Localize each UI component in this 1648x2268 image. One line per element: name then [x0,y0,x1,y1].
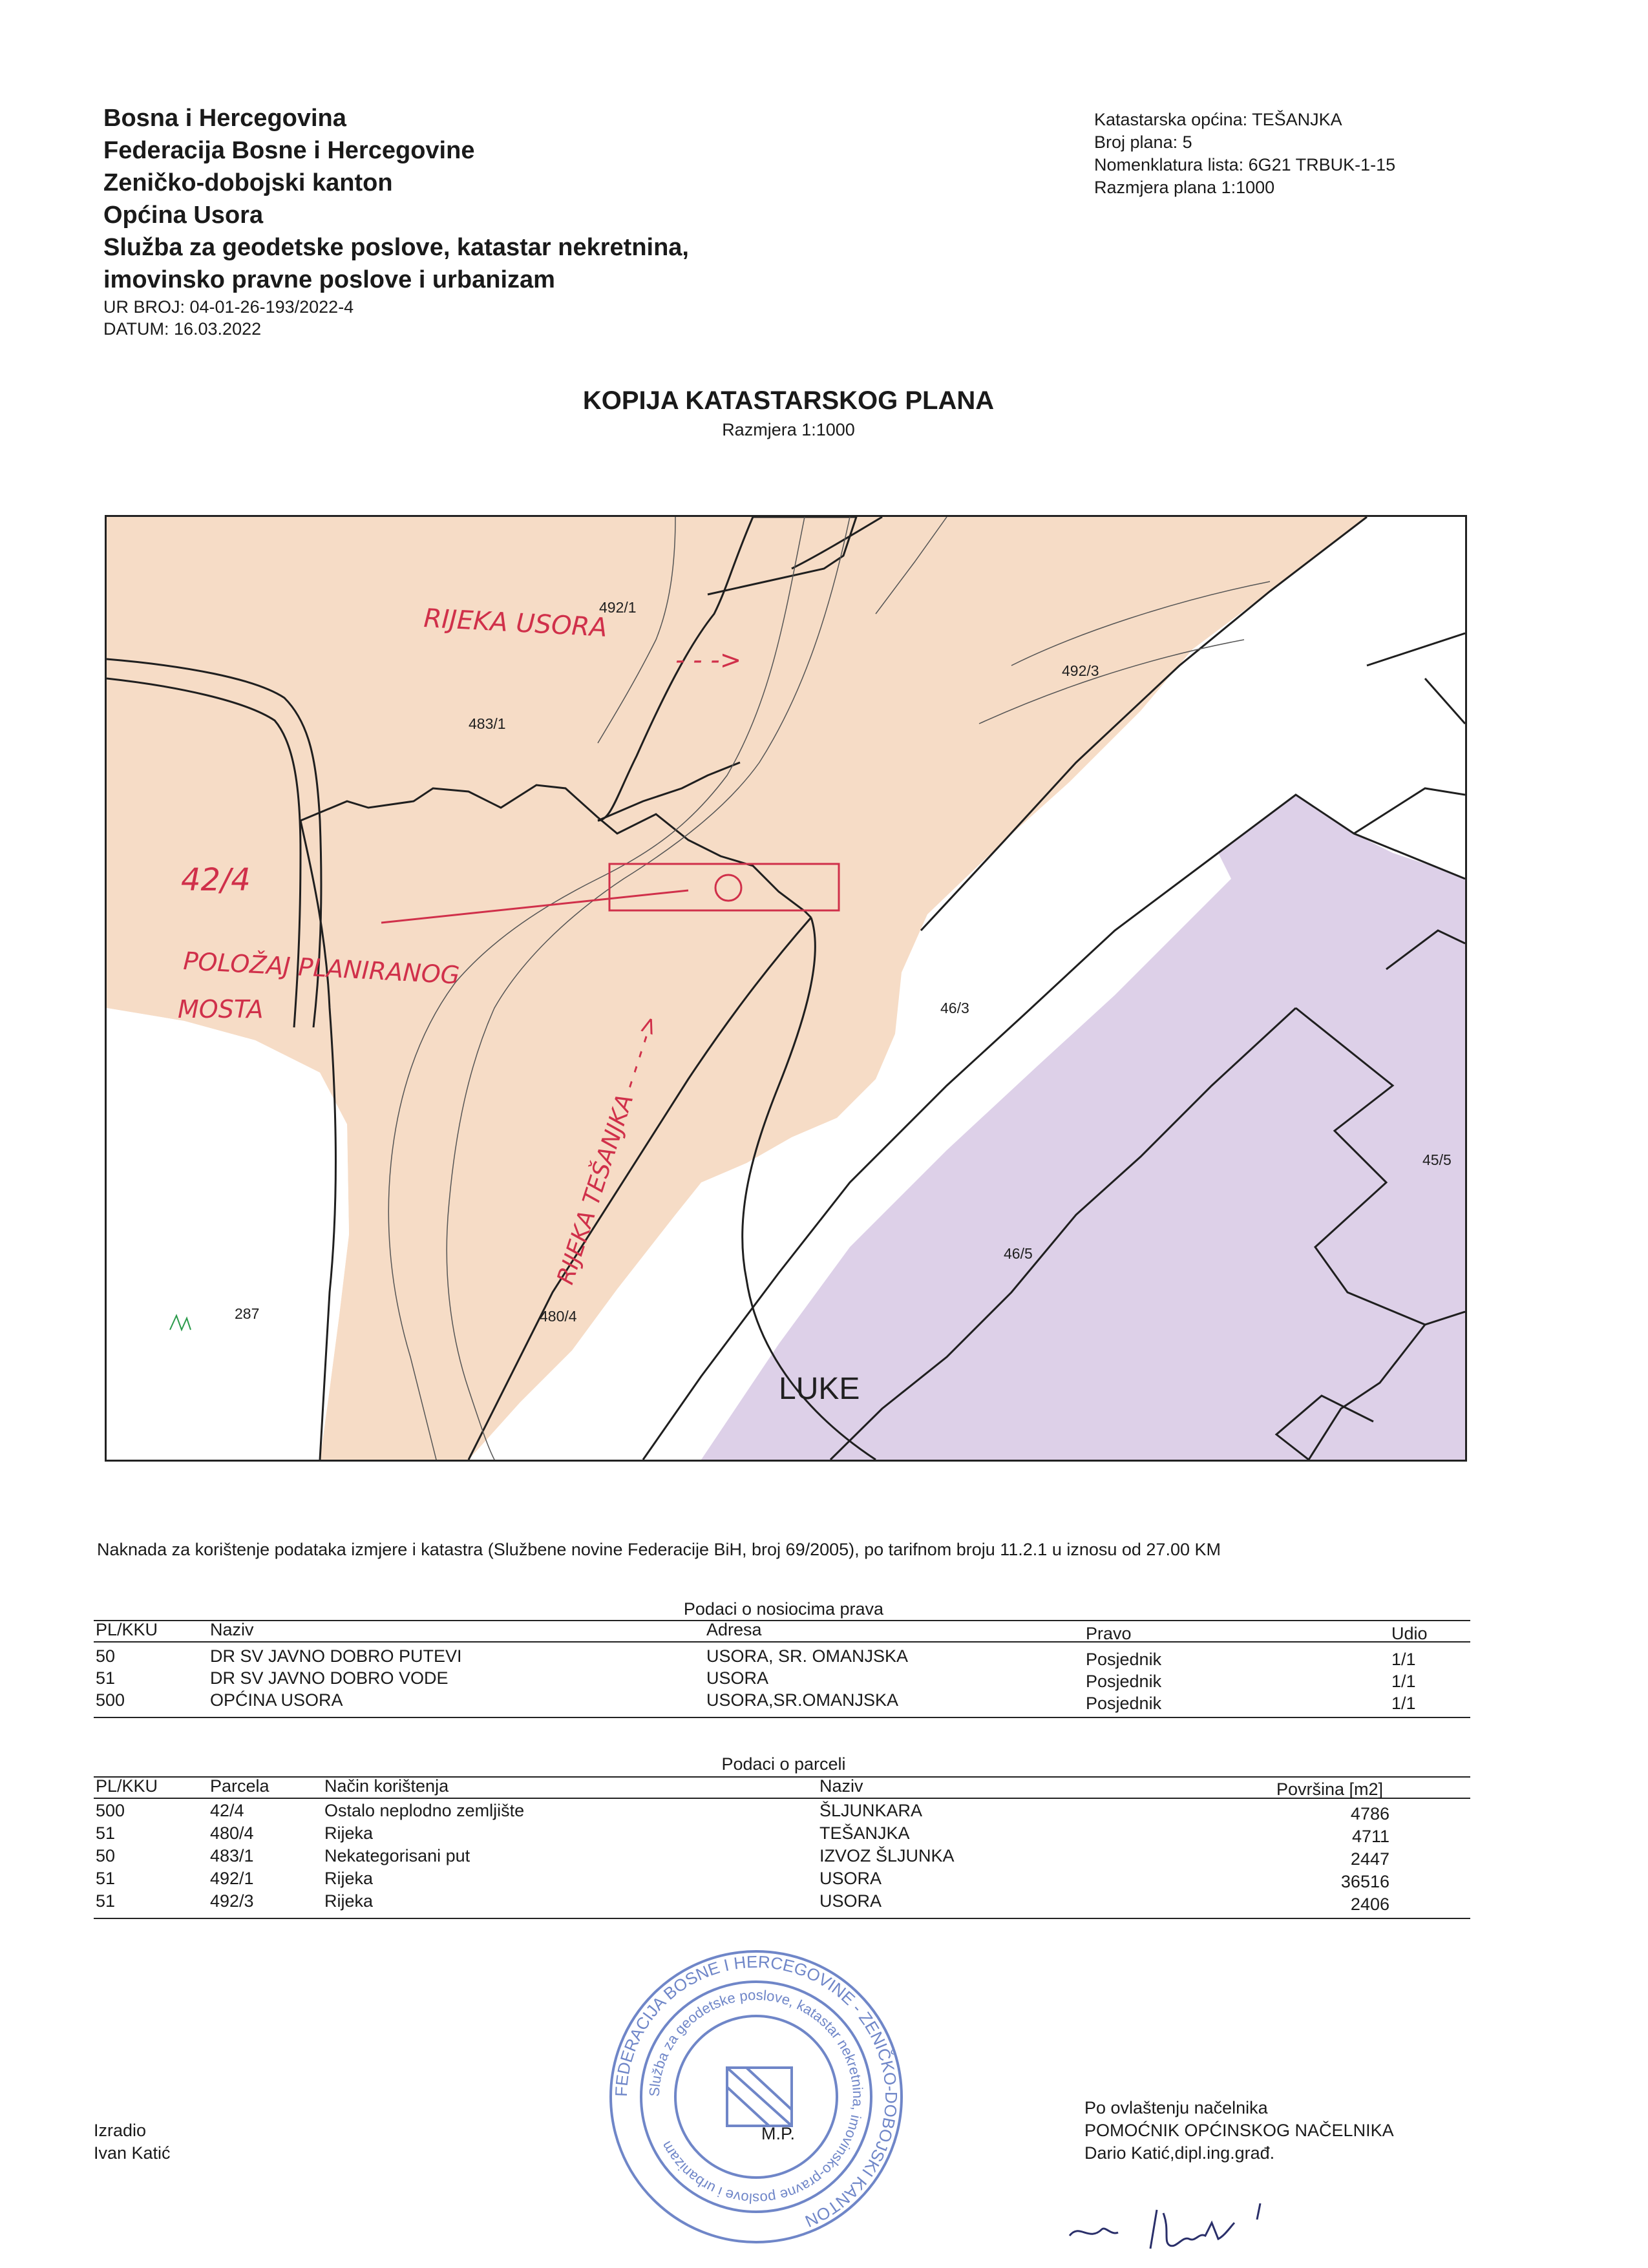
owners-header-naziv: Naziv [210,1620,254,1639]
parcel-row-parcela: 483/1 [210,1846,254,1865]
document-title: KOPIJA KATASTARSKOG PLANA [582,386,995,415]
parcel-row-povrsina: 2406 [1350,1895,1389,1914]
cadastral-map [105,515,1467,1462]
owner-row-adresa: USORA,SR.OMANJSKA [706,1690,899,1710]
parcel-row-parcela: 492/1 [210,1869,254,1888]
owner-row-adresa: USORA, SR. OMANJSKA [706,1646,909,1666]
prepared-by-label: Izradio [94,2121,147,2140]
label-287: 287 [235,1305,260,1322]
parcels-header-povrsina: Površina [m2] [1276,1780,1384,1799]
label-480-4: 480/4 [540,1308,577,1325]
issuer-line: Zeničko-dobojski kanton [103,169,393,196]
parcel-row-nacin: Nekategorisani put [324,1846,470,1865]
parcel-row-naziv: TEŠANJKA [819,1823,910,1843]
parcel-row-nacin: Rijeka [324,1823,374,1843]
label-46-3: 46/3 [940,1000,969,1016]
owners-header-pravo: Pravo [1086,1624,1132,1643]
parcel-row-povrsina: 4786 [1350,1804,1389,1823]
parcel-row-parcela: 492/3 [210,1891,254,1911]
parcels-caption: Podaci o parceli [721,1754,846,1774]
signatory-name: Dario Katić,dipl.ing.građ. [1084,2143,1275,2163]
parcel-row-plkku: 51 [96,1869,116,1888]
stamp-inner-text: Služba za geodetske poslove, katastar nekretnina, imovinsko-pravne poslove i urbanizam [646,1986,867,2207]
label-luke: LUKE [779,1372,860,1406]
owner-row-udio: 1/1 [1391,1694,1416,1713]
issuer-line: Federacija Bosne i Hercegovine [103,137,475,164]
label-46-5: 46/5 [1004,1245,1033,1262]
parcels-header-plkku: PL/KKU [96,1776,158,1796]
fee-note: Naknada za korištenje podataka izmjere i katastra (Službene novine Federacije BiH, broj 69/2005), po tarifnom broju 11.2.1 u iznosu od 27.00 KM [97,1540,1221,1559]
owner-row-naziv: DR SV JAVNO DOBRO VODE [210,1668,449,1688]
ur-broj: UR BROJ: 04-01-26-193/2022-4 [103,297,354,317]
owner-row-pravo: Posjednik [1086,1650,1162,1669]
label-483-1: 483/1 [469,715,506,732]
parcel-row-plkku: 51 [96,1891,116,1911]
authorized-signatory [1084,2097,1394,2165]
parcel-287-area [107,1008,349,1460]
parcel-row-naziv: USORA [819,1869,882,1888]
handwritten-signature [1066,2197,1280,2258]
issuer-line: Služba za geodetske poslove, katastar nekretnina, [103,234,689,261]
owner-row-plkku: 500 [96,1690,125,1710]
parcel-row-povrsina: 4711 [1351,1827,1389,1846]
plan-scale: Razmjera plana 1:1000 [1094,178,1275,197]
mp-label: M.P. [761,2124,796,2143]
parcel-row-plkku: 500 [96,1801,125,1820]
datum: DATUM: 16.03.2022 [103,319,262,339]
owner-row-pravo: Posjednik [1086,1672,1162,1691]
prepared-by-name: Ivan Katić [94,2143,171,2163]
parcels-header-parcela: Parcela [210,1776,269,1796]
owner-row-adresa: USORA [706,1668,769,1688]
plan-number: Broj plana: 5 [1094,132,1192,152]
parcel-row-nacin: Rijeka [324,1869,374,1888]
sheet-nomenclature: Nomenklatura lista: 6G21 TRBUK-1-15 [1094,155,1396,174]
label-45-5: 45/5 [1422,1151,1452,1168]
signatory-title: POMOĆNIK OPĆINSKOG NAČELNIKA [1084,2121,1394,2140]
handwriting-arrow: - - -> [675,646,742,675]
official-stamp [604,1945,908,2252]
parcel-row-naziv: ŠLJUNKARA [819,1801,923,1820]
label-492-1: 492/1 [599,599,637,616]
owners-header-udio: Udio [1391,1624,1428,1643]
handwriting-parcel-number: 42/4 [181,862,251,898]
parcel-row-parcela: 480/4 [210,1823,254,1843]
owners-caption: Podaci o nosiocima prava [683,1599,884,1619]
svg-text:Služba za geodetske poslove, k [646,1987,866,2207]
owner-row-naziv: OPĆINA USORA [210,1690,343,1710]
issuer-block [103,102,689,340]
stamp-outer-text: FEDERACIJA BOSNE I HERCEGOVINE - ZENIČKO-DOBOJSKI KANTON [611,1951,902,2232]
owner-row-plkku: 51 [96,1668,116,1688]
parcel-row-povrsina: 2447 [1350,1849,1389,1869]
handwriting-position-line2: MOSTA [178,995,264,1024]
issuer-line: Bosna i Hercegovina [103,105,346,132]
owner-row-udio: 1/1 [1391,1650,1416,1669]
plan-info [1094,109,1395,199]
issuer-line: imovinsko pravne poslove i urbanizam [103,266,555,293]
owners-header-adresa: Adresa [706,1620,762,1639]
parcel-row-naziv: IZVOZ ŠLJUNKA [819,1846,955,1865]
label-492-3: 492/3 [1062,662,1099,679]
handwriting-rijeka-usora: RIJEKA USORA [423,604,608,643]
parcel-row-naziv: USORA [819,1891,882,1911]
issuer-line: Općina Usora [103,202,264,229]
parcel-row-plkku: 50 [96,1846,116,1865]
parcel-row-plkku: 51 [96,1823,116,1843]
prepared-by [94,2119,171,2165]
owners-header-plkku: PL/KKU [96,1620,158,1639]
handwriting-position-line1: POLOŽAJ PLANIRANOG [182,947,461,990]
authorization-line: Po ovlaštenju načelnika [1084,2098,1268,2117]
owner-row-pravo: Posjednik [1086,1694,1162,1713]
parcel-row-nacin: Rijeka [324,1891,374,1911]
parcel-row-parcela: 42/4 [210,1801,244,1820]
owner-row-naziv: DR SV JAVNO DOBRO PUTEVI [210,1646,462,1666]
coat-of-arms-icon [727,2068,792,2126]
owner-row-udio: 1/1 [1391,1672,1416,1691]
owner-row-plkku: 50 [96,1646,116,1666]
parcels-header-nacin: Način korištenja [324,1776,449,1796]
handwriting-rijeka-tesanjka: RIJEKA TEŠANJKA - - - -> [552,1012,664,1288]
document-subtitle: Razmjera 1:1000 [722,420,855,439]
parcel-row-nacin: Ostalo neplodno zemljište [324,1801,525,1820]
parcels-header-naziv: Naziv [819,1776,863,1796]
cadastral-municipality: Katastarska općina: TEŠANJKA [1094,110,1342,129]
parcel-row-povrsina: 36516 [1340,1872,1389,1891]
